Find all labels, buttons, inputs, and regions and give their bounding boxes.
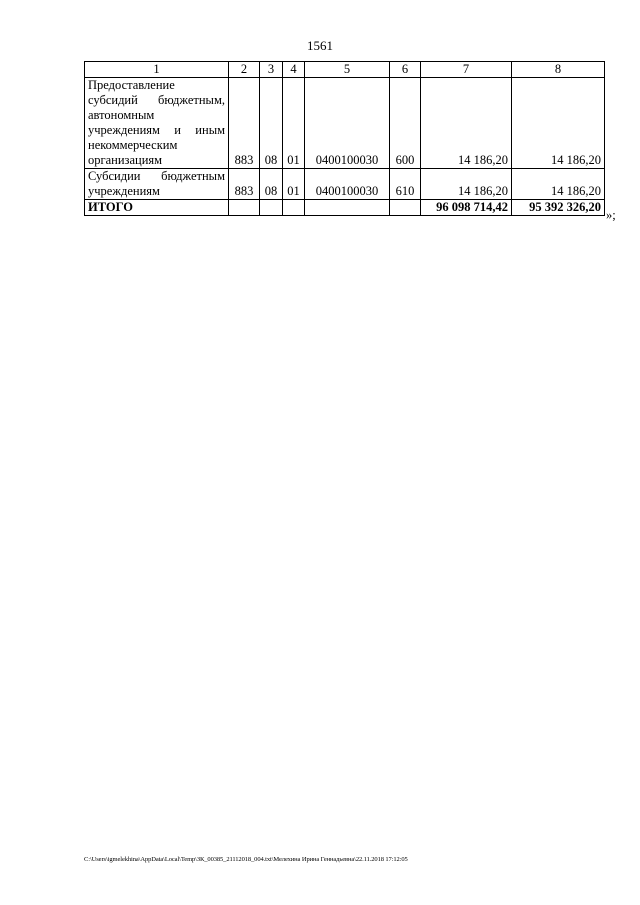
cell-subsection: 01 xyxy=(283,169,305,200)
empty-cell xyxy=(260,200,283,216)
cell-amount-year-2: 14 186,20 xyxy=(512,78,605,169)
column-header: 6 xyxy=(390,62,421,78)
total-label: ИТОГО xyxy=(85,200,229,216)
total-row xyxy=(85,200,605,216)
row-name-line: Предоставление xyxy=(88,78,175,92)
column-header: 7 xyxy=(421,62,512,78)
cell-section: 08 xyxy=(260,78,283,169)
cell-ministry-code: 883 xyxy=(229,78,260,169)
budget-table xyxy=(84,61,605,216)
cell-target-article: 0400100030 xyxy=(305,169,390,200)
row-name-line: учреждениям и иным xyxy=(88,123,225,137)
cell-section: 08 xyxy=(260,169,283,200)
row-name-line: Субсидии бюджетным xyxy=(88,169,225,183)
column-header: 3 xyxy=(260,62,283,78)
empty-cell xyxy=(390,200,421,216)
column-header: 8 xyxy=(512,62,605,78)
total-amount-year-2: 95 392 326,20 xyxy=(512,200,605,216)
row-name-line: автономным xyxy=(88,108,155,122)
footer-file-path: C:\Users\igmelekhina\AppData\Local\Temp\ЗК_00385_21112018_004.txt\Мелехина Ирина Геннадьевна\22.11.2018 17:12:05 xyxy=(84,856,408,863)
row-name-line: некоммерческим xyxy=(88,138,178,152)
empty-cell xyxy=(283,200,305,216)
cell-expense-type: 600 xyxy=(390,78,421,169)
column-header: 5 xyxy=(305,62,390,78)
column-header: 4 xyxy=(283,62,305,78)
total-amount-year-1: 96 098 714,42 xyxy=(421,200,512,216)
empty-cell xyxy=(229,200,260,216)
column-header: 2 xyxy=(229,62,260,78)
cell-amount-year-1: 14 186,20 xyxy=(421,78,512,169)
cell-subsection: 01 xyxy=(283,78,305,169)
row-name-line: субсидий бюджетным, xyxy=(88,93,225,107)
column-header: 1 xyxy=(85,62,229,78)
page-number: 1561 xyxy=(307,38,333,53)
table-row xyxy=(85,169,605,200)
cell-amount-year-1: 14 186,20 xyxy=(421,169,512,200)
table-row xyxy=(85,78,605,169)
table-header-row xyxy=(85,62,605,78)
row-name-cell xyxy=(85,78,229,169)
cell-expense-type: 610 xyxy=(390,169,421,200)
row-name-line: учреждениям xyxy=(88,184,160,198)
cell-target-article: 0400100030 xyxy=(305,78,390,169)
cell-ministry-code: 883 xyxy=(229,169,260,200)
row-name-cell xyxy=(85,169,229,200)
empty-cell xyxy=(305,200,390,216)
row-name-line: организациям xyxy=(88,153,163,167)
cell-amount-year-2: 14 186,20 xyxy=(512,169,605,200)
closing-quote-mark: »; xyxy=(606,208,616,222)
